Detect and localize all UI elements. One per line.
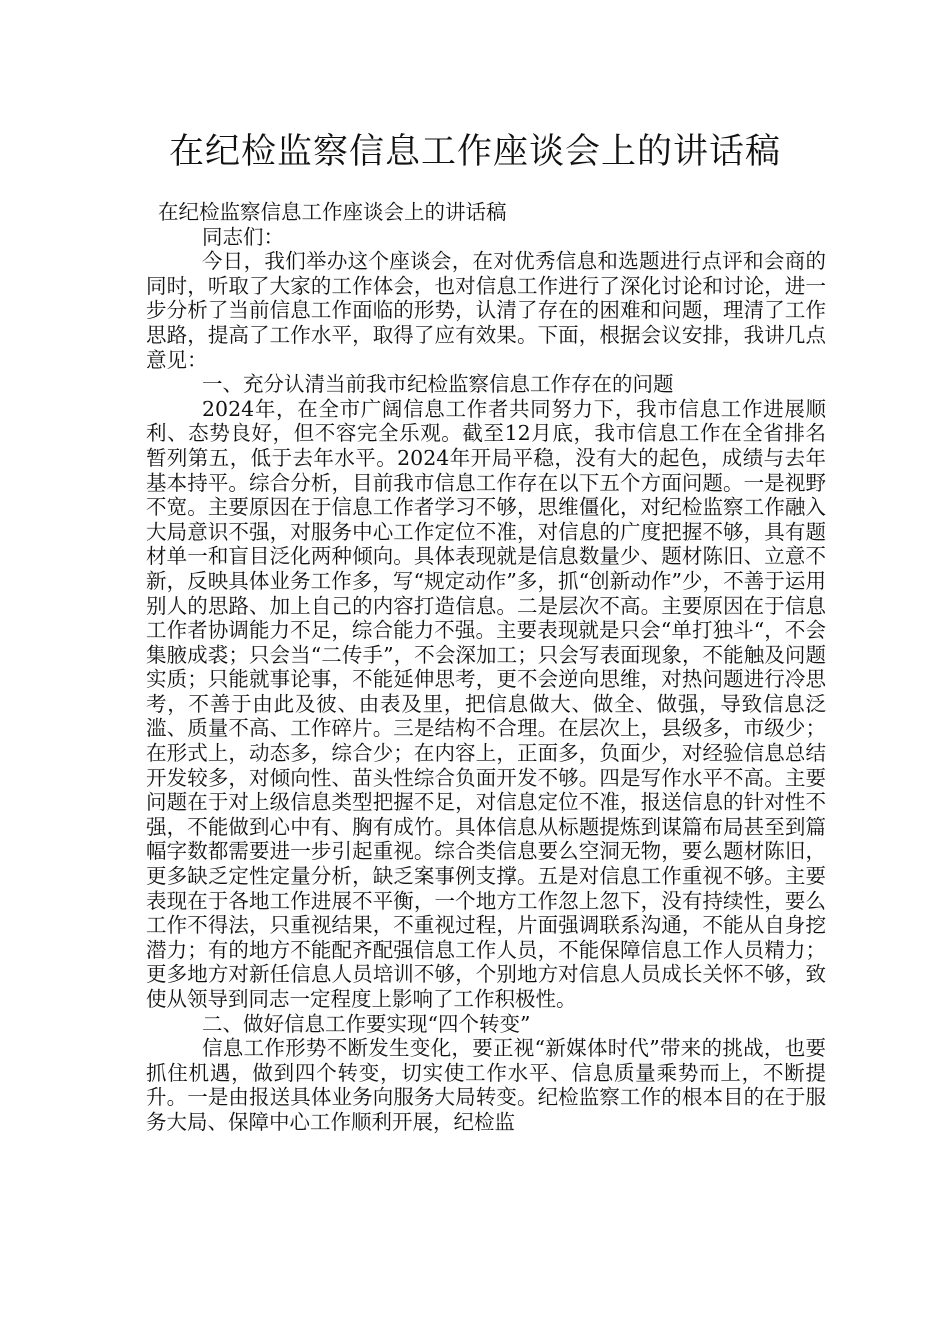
document-title: 在纪检监察信息工作座谈会上的讲话稿	[168, 132, 781, 172]
section-2-paragraph: 信息工作形势不断发生变化，要正视“新媒体时代”带来的挑战，也要抓住机遇，做到四个转变，切实使工作水平、信息质量乘势而上，不断提升。一是由报送具体业务向服务大局转变。纪检监察工作的根本目的在于服务大局、保障中心工作顺利开展，纪检监	[146, 1036, 826, 1134]
section-1-paragraph: 2024年，在全市广阔信息工作者共同努力下，我市信息工作进展顺利、态势良好，但不容完全乐观。截至12月底，我市信息工作在全省排名暂列第五，低于去年水平。2024年开局平稳，没有大的起色，成绩与去年基本持平。综合分析，目前我市信息工作存在以下五个方面问题。一是视野不宽。主要原因在于信息工作者学习不够，思维僵化，对纪检监察工作融入大局意识不强，对服务中心工作定位不准，对信息的广度把握不够，具有题材单一和盲目泛化两种倾向。具体表现就是信息数量少、题材陈旧、立意不新，反映具体业务工作多，写“规定动作”多，抓“创新动作”少，不善于运用别人的思路、加上自己的内容打造信息。二是层次不高。主要原因在于信息工作者协调能力不足，综合能力不强。主要表现就是只会“单打独斗“，不会集腋成裘；只会当“二传手”，不会深加工；只会写表面现象，不能触及问题实质；只能就事论事，不能延伸思考，更不会逆向思维，对热问题进行冷思考，不善于由此及彼、由表及里，把信息做大、做全、做强，导致信息泛滥、质量不高、工作碎片。三是结构不合理。在层次上，县级多，市级少；在形式上，动态多，综合少；在内容上，正面多，负面少，对经验信息总结开发较多，对倾向性、苗头性综合负面开发不够。四是写作水平不高。主要问题在于对上级信息类型把握不足，对信息定位不准，报送信息的针对性不强，不能做到心中有、胸有成竹。具体信息从标题提炼到谋篇布局甚至到篇幅字数都需要进一步引起重视。综合类信息要么空洞无物，要么题材陈旧，更多缺乏定性定量分析，缺乏案事例支撑。五是对信息工作重视不够。主要表现在于各地工作进展不平衡，一个地方工作忽上忽下，没有持续性，要么工作不得法，只重视结果，不重视过程，片面强调联系沟通，不能从自身挖潜力；有的地方不能配齐配强信息工作人员，不能保障信息工作人员精力；更多地方对新任信息人员培训不够，个别地方对信息人员成长关怀不够，致使从领导到同志一定程度上影响了工作积极性。	[146, 396, 826, 1011]
salutation: 同志们：	[202, 224, 284, 249]
section-heading-1: 一、充分认清当前我市纪检监察信息工作存在的问题	[202, 372, 674, 397]
document-body	[146, 200, 826, 1135]
intro-paragraph: 今日，我们举办这个座谈会，在对优秀信息和选题进行点评和会商的同时，听取了大家的工作体会，也对信息工作进行了深化讨论和讨论，进一步分析了当前信息工作面临的形势，认清了存在的困难和问题，理清了工作思路，提高了工作水平，取得了应有效果。下面，根据会议安排，我讲几点意见：	[146, 249, 826, 372]
document-subtitle: 在纪检监察信息工作座谈会上的讲话稿	[158, 200, 507, 224]
section-heading-2: 二、做好信息工作要实现“四个转变”	[202, 1011, 531, 1036]
